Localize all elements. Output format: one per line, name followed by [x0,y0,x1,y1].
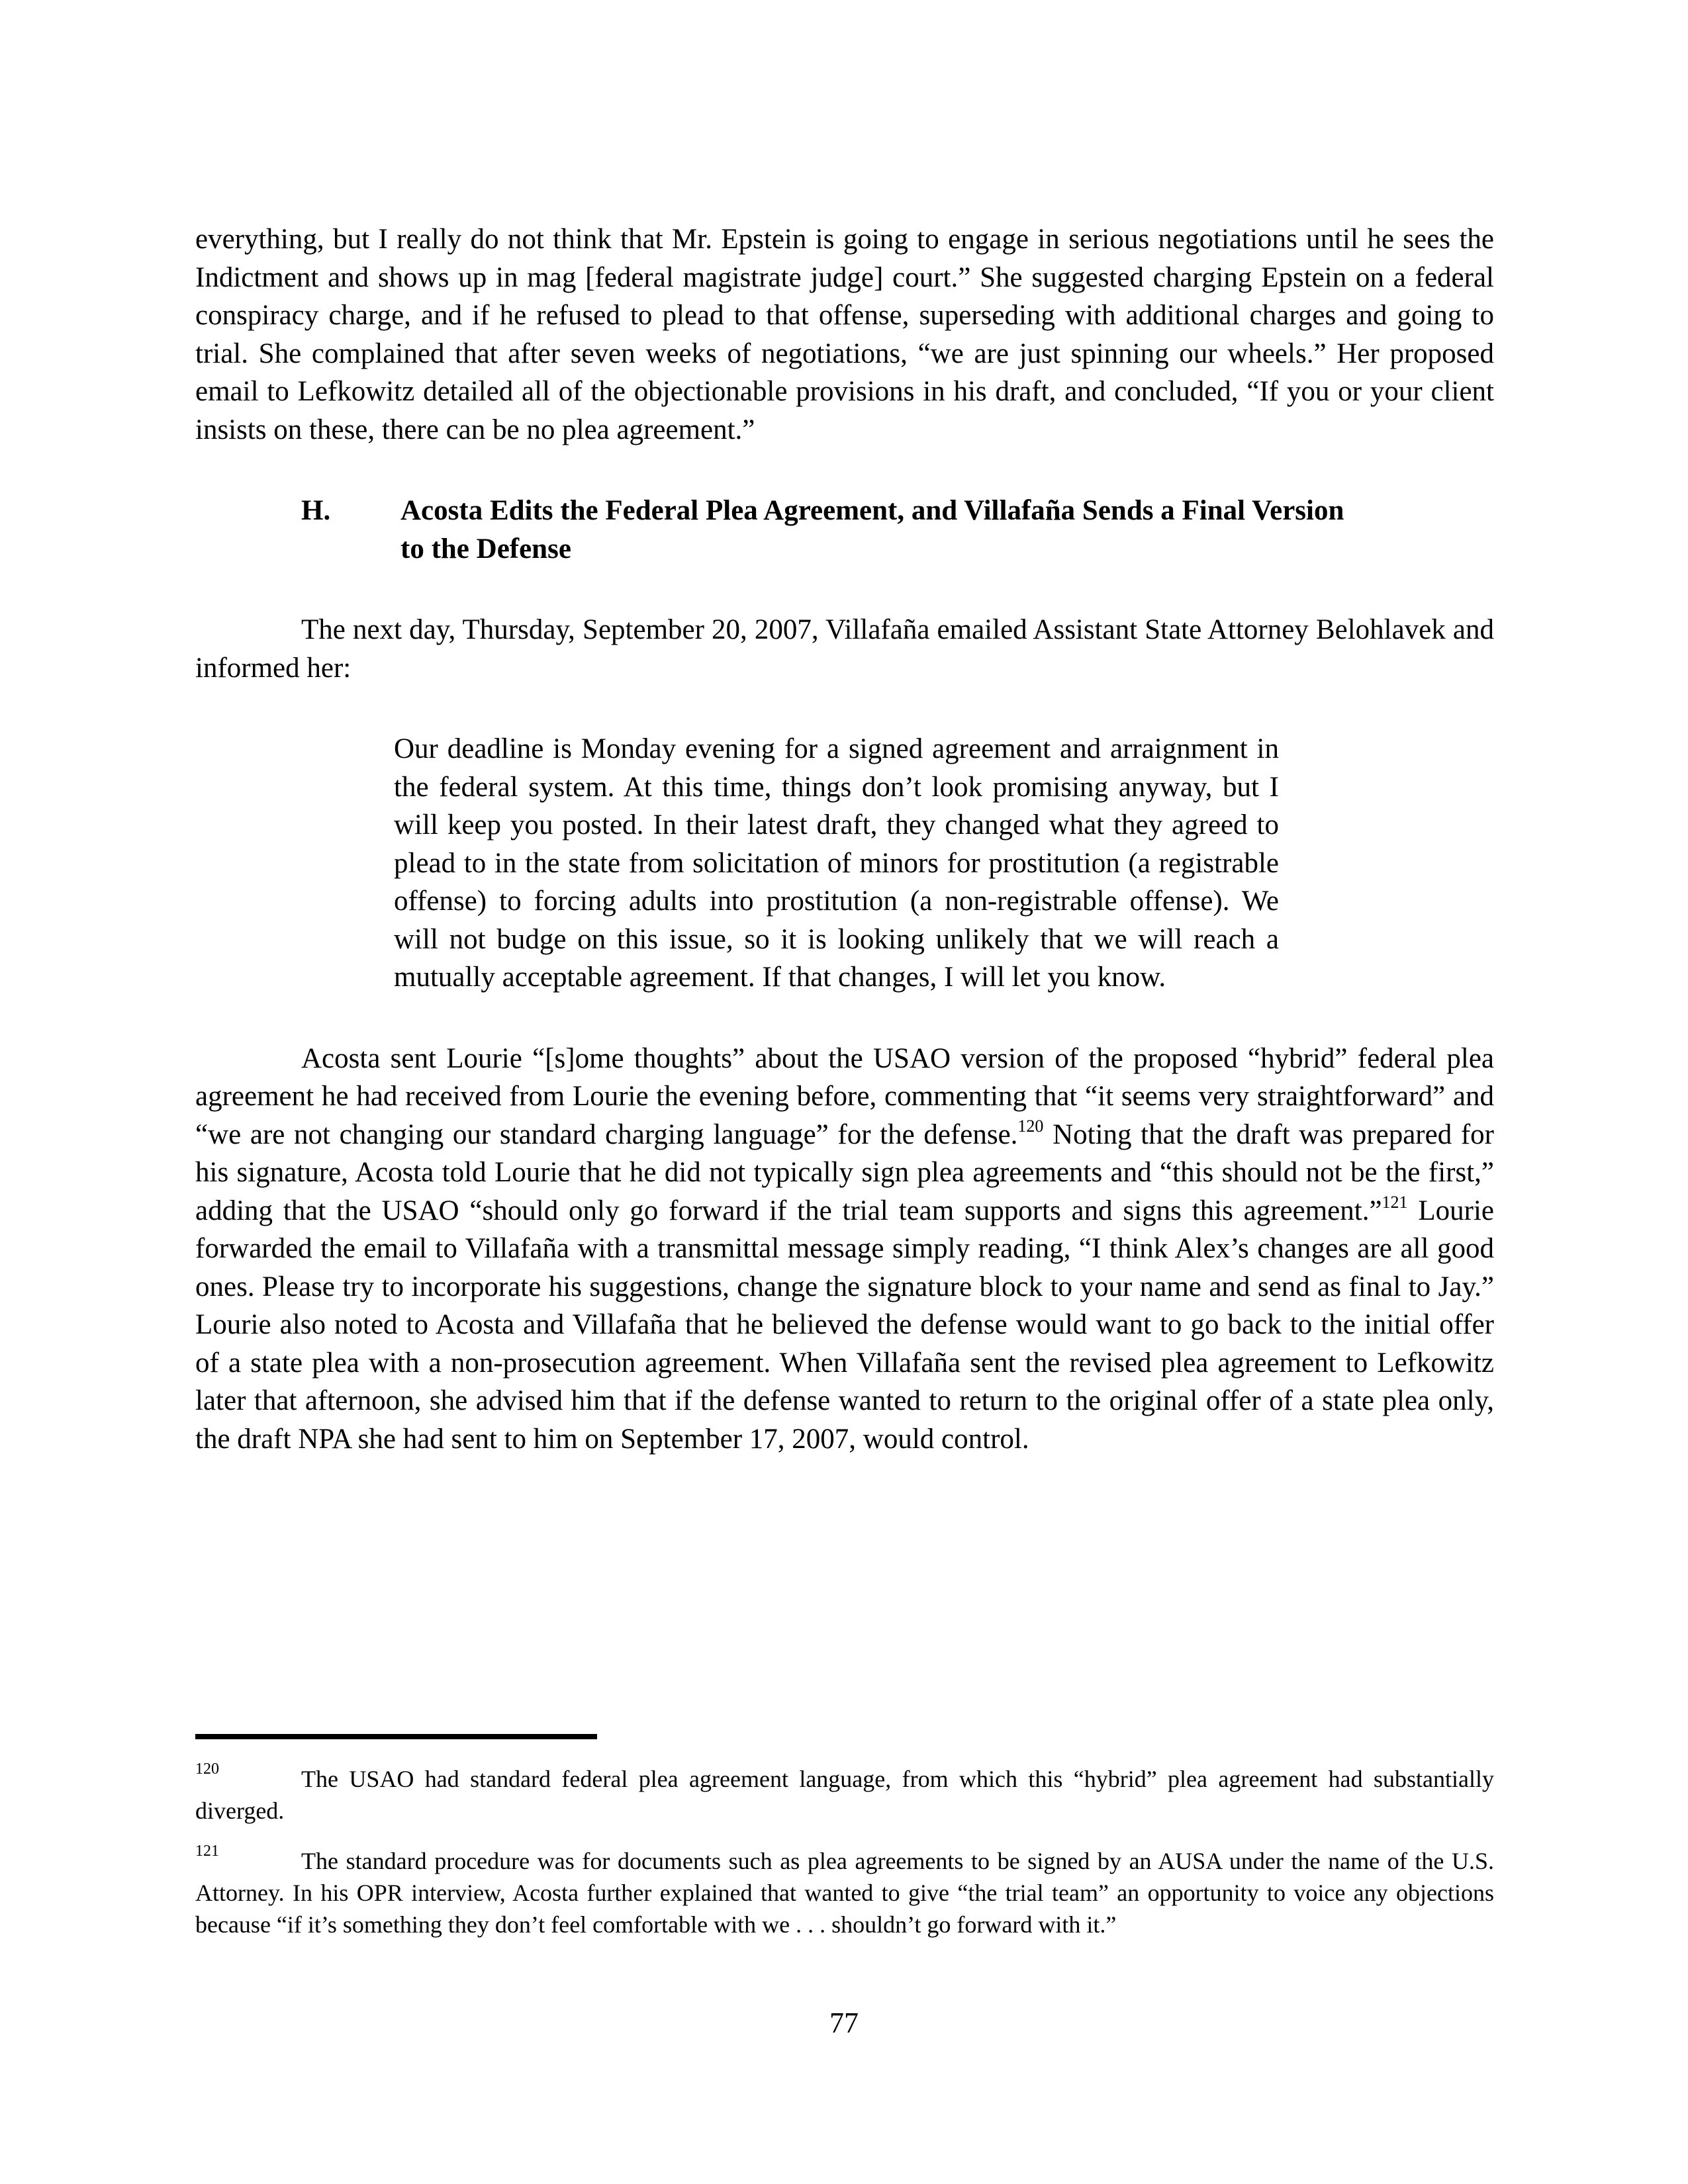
paragraph-intro: The next day, Thursday, September 20, 2007, Villafaña emailed Assistant State Attorney Belohlavek and informed her: [195,614,1494,684]
footnote-121-text: The standard procedure was for documents such as plea agreements to be signed by an AUSA under the name of the U.S. Attorney. In his OPR interview, Acosta further explained that wanted to give “the trial team” an opportunity to voice any objections because “if it’s something they don’t feel comfortable with we . . . shouldn’t go forward with it.” [195,1848,1494,1938]
footnote-reference-121: 121 [1382,1192,1408,1212]
paragraph-main-segment-3: Lourie forwarded the email to Villafaña with a transmittal message simply reading, “I think Alex’s changes are all good ones. Please try to incorporate his suggestions, change the signature block to your name and send as final to Jay.” Lourie also noted to Acosta and Villafaña that he believed the defense would want to go back to the initial offer of a state plea with a non-prosecution agreement. When Villafaña sent the revised plea agreement to Lefkowitz later that afternoon, she advised him that if the defense wanted to return to the original offer of a state plea only, the draft NPA she had sent to him on September 17, 2007, would control. [195,1195,1494,1455]
footnote-120-number: 120 [195,1760,219,1778]
footnote-120-text: The USAO had standard federal plea agreement language, from which this “hybrid” plea agreement had substantially diverged. [195,1766,1494,1824]
body-text [195,220,1494,1458]
paragraph-continuation: everything, but I really do not think that Mr. Epstein is going to engage in serious negotiations until he sees the Indictment and shows up in mag [federal magistrate judge] court.” She suggested charging Epstein on a federal conspiracy charge, and if he refused to plead to that offense, superseding with additional charges and going to trial. She complained that after seven weeks of negotiations, “we are just spinning our wheels.” Her proposed email to Lefkowitz detailed all of the objectionable provisions in his draft, and concluded, “If you or your client insists on these, there can be no plea agreement.” [195,224,1494,445]
footnote-separator [195,1734,597,1739]
footnote-120 [195,1760,1494,1827]
page-number: 77 [829,2007,859,2039]
section-heading [195,492,1494,568]
paragraph-main-segment-1: Acosta sent Lourie “[s]ome thoughts” about the USAO version of the proposed “hybrid” federal plea agreement he had received from Lourie the evening before, commenting that “it seems very straightforward” and “we are not changing our standard charging language” for the defense. [195,1042,1494,1150]
paragraph-main-segment-2: Noting that the draft was prepared for his signature, Acosta told Lourie that he did not typically sign plea agreements and “this should not be the first,” adding that the USAO “should only go forward if the trial team supports and signs this agreement.” [195,1118,1494,1226]
section-heading-label: H. [301,495,331,526]
footnote-121 [195,1845,1494,1940]
section-heading-title-line2: to the Defense [400,533,571,565]
footnote-reference-120: 120 [1017,1116,1044,1136]
footnote-area [195,1734,1494,1940]
paragraph-main [195,1040,1494,1459]
section-heading-title-line1: Acosta Edits the Federal Plea Agreement, and Villafaña Sends a Final Version [400,495,1344,526]
footnote-121-number: 121 [195,1843,219,1860]
block-quote: Our deadline is Monday evening for a signed agreement and arraignment in the federal system. At this time, things don’t look promising anyway, but I will keep you posted. In their latest draft, they changed what they agreed to plead to in the state from solicitation of minors for prostitution (a registrable offense) to forcing adults into prostitution (a non-registrable offense). We will not budge on this issue, so it is looking unlikely that we will reach a mutually acceptable agreement. If that changes, I will let you know. [394,733,1279,993]
